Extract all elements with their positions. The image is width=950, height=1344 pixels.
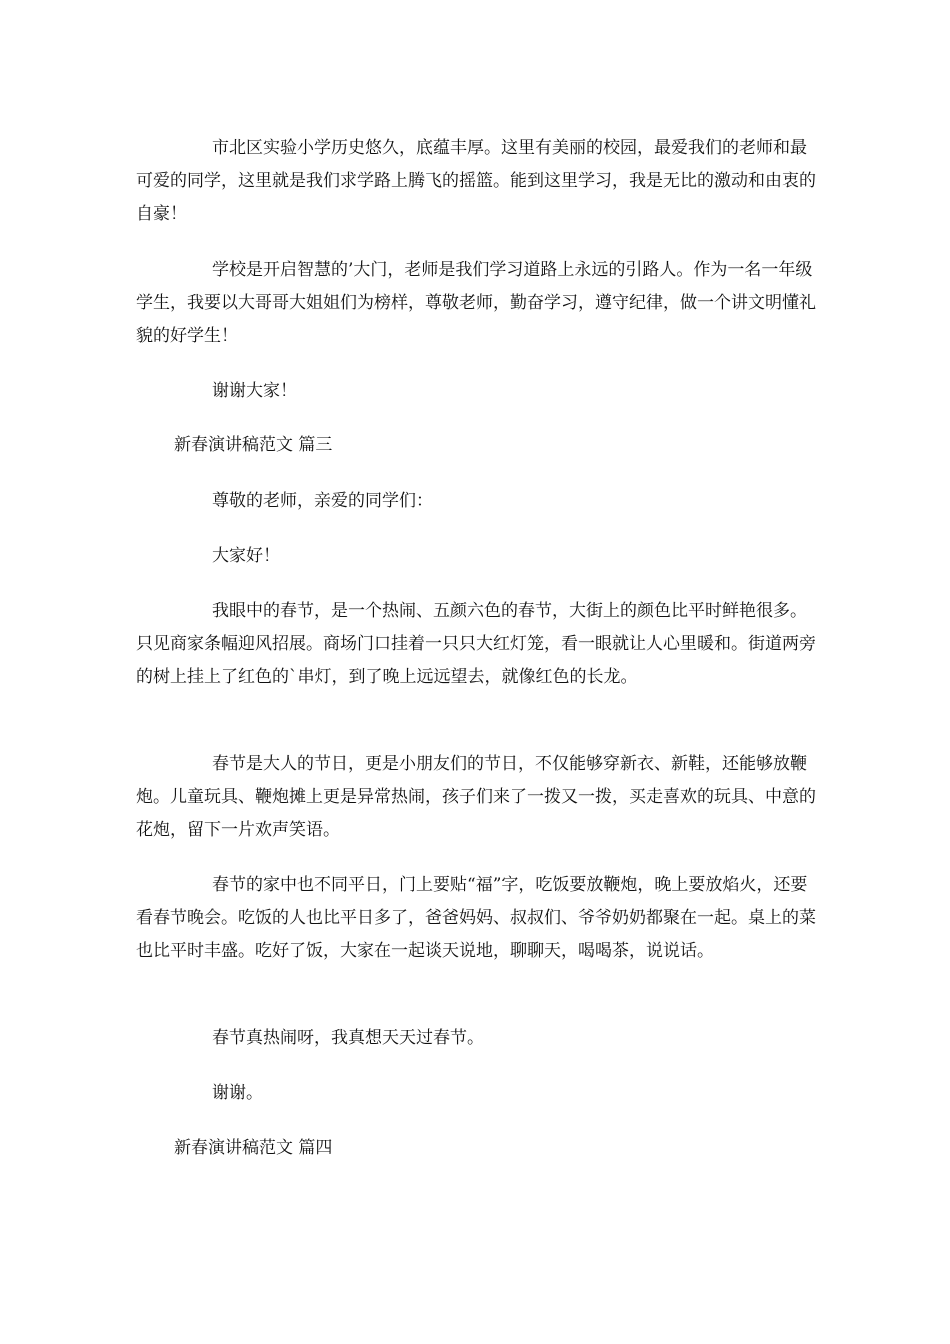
section-heading-part-four: 新春演讲稿范文 篇四: [174, 1138, 333, 1158]
paragraph-lively-festival: 春节真热闹呀，我真想天天过春节。: [212, 1028, 484, 1048]
section-heading-part-three: 新春演讲稿范文 篇三: [174, 435, 333, 455]
paragraph-school-intro: 市北区实验小学历史悠久，底蕴丰厚。这里有美丽的校园，最爱我们的老师和最可爱的同学，这里就是我们求学路上腾飞的摇篮。能到这里学习，我是无比的激动和由衷的自豪！: [136, 138, 816, 224]
paragraph-salutation: 尊敬的老师，亲爱的同学们：: [212, 491, 433, 511]
paragraph-school-gate: 学校是开启智慧的’大门，老师是我们学习道路上永远的引路人。作为一名一年级学生，我要以大哥哥大姐姐们为榜样，尊敬老师，勤奋学习，遵守纪律，做一个讲文明懂礼貌的好学生！: [136, 260, 816, 346]
paragraph-spring-festival-streets: 我眼中的春节，是一个热闹、五颜六色的春节，大街上的颜色比平时鲜艳很多。只见商家条幅迎风招展。商场门口挂着一只只大红灯笼，看一眼就让人心里暖和。街道两旁的树上挂上了红色的`串灯，到了晚上远远望去，就像红色的长龙。: [136, 601, 816, 687]
paragraph-family-gathering: 春节的家中也不同平日，门上要贴“福”字，吃饭要放鞭炮，晚上要放焰火，还要看春节晚会。吃饭的人也比平日多了，爸爸妈妈、叔叔们、爷爷奶奶都聚在一起。桌上的菜也比平时丰盛。吃好了饭，大家在一起谈天说地，聊聊天，喝喝茶，说说话。: [136, 875, 816, 961]
paragraph-greeting: 大家好！: [212, 546, 280, 566]
paragraph-thanks-all: 谢谢大家！: [212, 381, 297, 401]
paragraph-children-holiday: 春节是大人的节日，更是小朋友们的节日，不仅能够穿新衣、新鞋，还能够放鞭炮。儿童玩具、鞭炮摊上更是异常热闹，孩子们来了一拨又一拨，买走喜欢的玩具、中意的花炮，留下一片欢声笑语。: [136, 754, 816, 840]
paragraph-thanks: 谢谢。: [212, 1083, 263, 1103]
